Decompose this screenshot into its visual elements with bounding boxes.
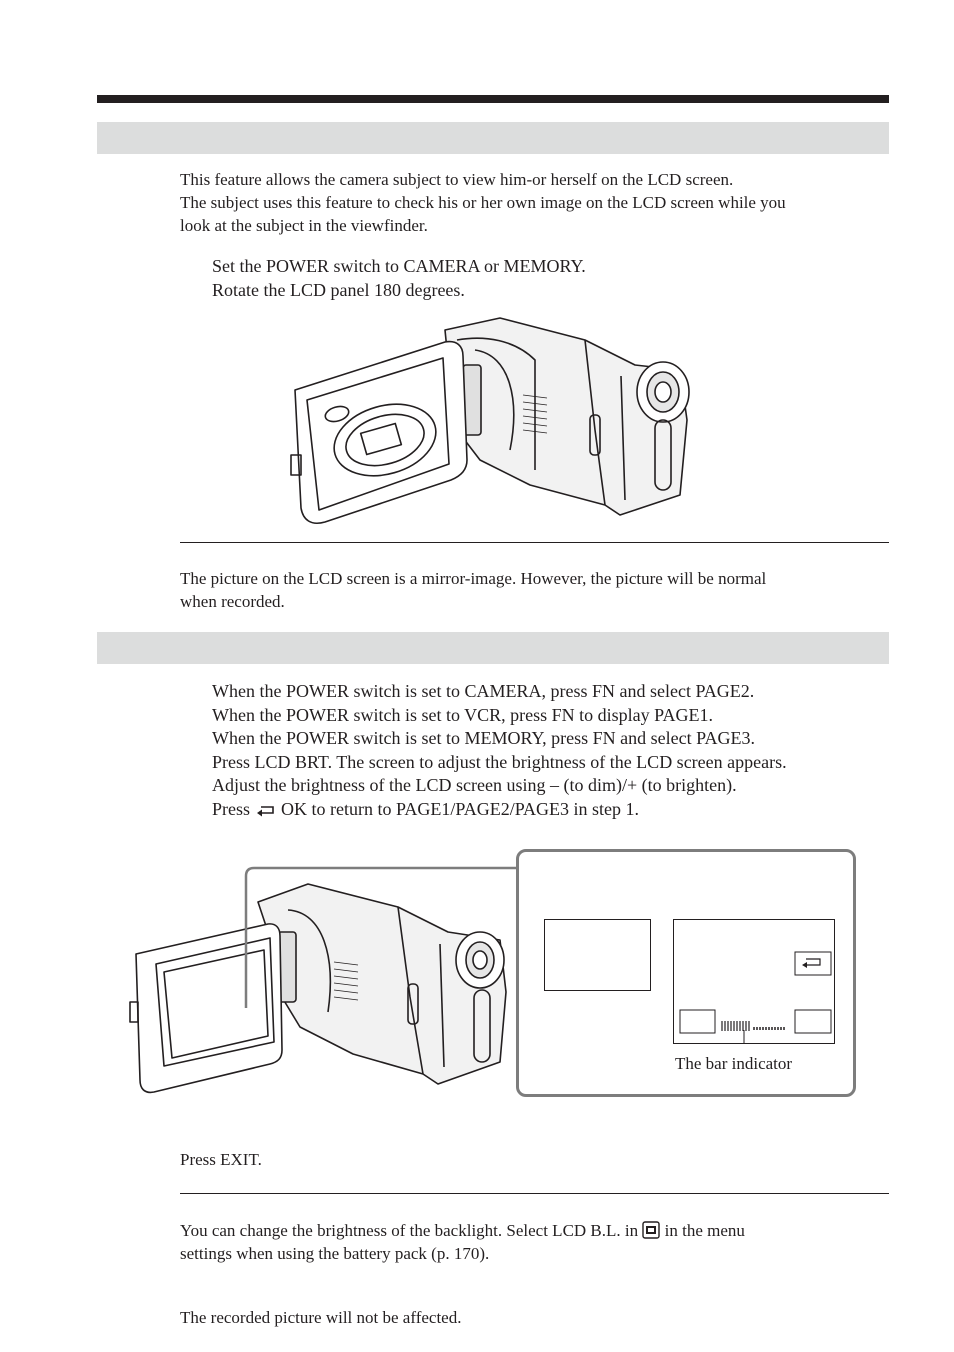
- brightness-step-1c: When the POWER switch is set to MEMORY, press FN and select PAGE3.: [212, 728, 755, 748]
- step-4-suffix: OK to return to PAGE1/PAGE2/PAGE3 in step 1.: [281, 798, 640, 819]
- mirror-note-line-1: The picture on the LCD screen is a mirror-image. However, the picture will be normal: [180, 569, 767, 588]
- recorded-picture-note: The recorded picture will not be affected.: [180, 1308, 462, 1327]
- mirror-note: [180, 567, 892, 613]
- return-ok-icon: [802, 959, 820, 968]
- mirror-step-2: Rotate the LCD panel 180 degrees.: [212, 279, 465, 300]
- return-arrow-icon: [255, 803, 277, 817]
- mirror-note-line-2: when recorded.: [180, 592, 285, 611]
- brightness-screen-graphic: [674, 920, 834, 1043]
- divider-rule-2: [180, 1193, 889, 1194]
- brightness-step-2: Press LCD BRT. The screen to adjust the brightness of the LCD screen appears.: [212, 751, 787, 772]
- intro-line-2: The subject uses this feature to check his or her own image on the LCD screen while you: [180, 193, 786, 212]
- menu-setup-icon: [642, 1221, 660, 1239]
- mirror-step-1: Set the POWER switch to CAMERA or MEMORY.: [212, 256, 586, 276]
- brightness-step-3: Adjust the brightness of the LCD screen using – (to dim)/+ (to brighten).: [212, 775, 737, 795]
- section-header-bar-brightness: [97, 632, 889, 664]
- brightness-step-1a: When the POWER switch is set to CAMERA, press FN and select PAGE2.: [212, 681, 755, 701]
- camcorder-lcd-open-illustration: [128, 862, 520, 1097]
- backlight-note: [180, 1219, 892, 1265]
- bar-indicator-label: The bar indicator: [675, 1054, 793, 1073]
- divider-rule-1: [180, 542, 889, 543]
- bar-indicator-graphic: [722, 1021, 784, 1043]
- brightness-step-4: [212, 798, 787, 822]
- intro-paragraph: [180, 168, 892, 237]
- intro-line-1: This feature allows the camera subject to view him-or herself on the LCD screen.: [180, 170, 734, 189]
- top-rule: [97, 95, 889, 103]
- camcorder-rotated-lcd-illustration: [285, 310, 705, 528]
- step-4-prefix: Press: [212, 798, 251, 819]
- exit-step: Press EXIT.: [180, 1150, 262, 1169]
- backlight-note-suffix: in the menu: [664, 1221, 745, 1240]
- brightness-steps-list: [212, 680, 787, 821]
- backlight-note-line-2: settings when using the battery pack (p. 170).: [180, 1244, 490, 1263]
- brightness-step-1b: When the POWER switch is set to VCR, press FN to display PAGE1.: [212, 704, 714, 725]
- mirror-steps-list: [212, 255, 586, 302]
- section-header-bar-mirror: [97, 122, 889, 154]
- lcd-brightness-adjust-screen: [673, 919, 835, 1044]
- lcd-screen-example-before: [544, 919, 651, 991]
- backlight-note-prefix: You can change the brightness of the backlight. Select LCD B.L. in: [180, 1221, 639, 1240]
- intro-line-3: look at the subject in the viewfinder.: [180, 216, 428, 235]
